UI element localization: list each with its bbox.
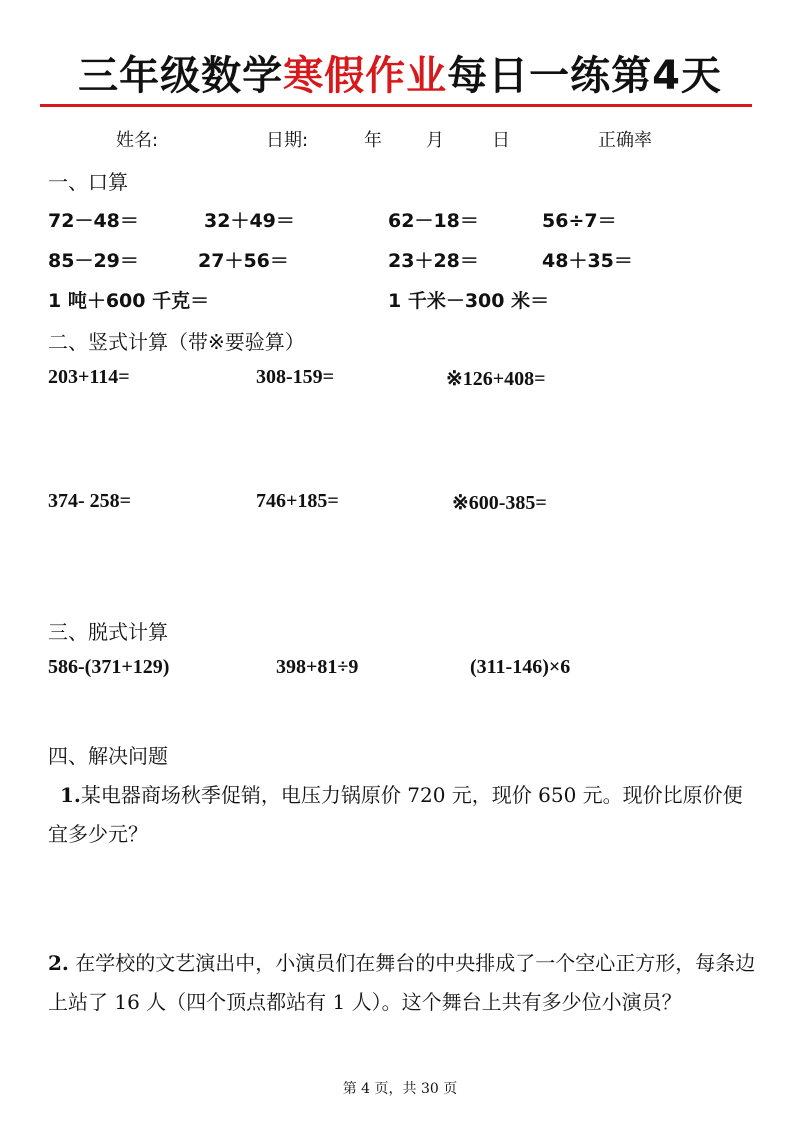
problem-number: 1. [60,783,81,807]
stepwise-problem: 398+81÷9 [276,656,359,678]
mental-problem: 32＋49＝ [204,210,295,232]
page-title [0,44,800,101]
mental-problem: 56÷7＝ [542,210,617,232]
mental-problem: 1 吨＋600 千克＝ [48,290,210,312]
mental-problem: 27＋56＝ [198,250,289,272]
title-part-1: 三年级数学 [78,53,284,99]
word-problem-1 [48,776,760,854]
month-label: 月 [426,130,444,151]
name-label: 姓名: [116,130,159,151]
mental-problem: 1 千米－300 米＝ [388,290,550,312]
vertical-problem: 746+185= [256,490,339,512]
vertical-problem: ※600-385= [452,492,547,514]
section-mental-math: 一、口算 [48,170,128,194]
mental-problem: 62－18＝ [388,210,479,232]
vertical-problem: 374- 258= [48,490,132,512]
mental-problem: 23＋28＝ [388,250,479,272]
vertical-problem: ※126+408= [446,368,546,390]
problem-text: 某电器商场秋季促销，电压力锅原价 720 元，现价 650 元。现价比原价便宜多少元？ [48,783,743,846]
vertical-problem: 203+114= [48,366,130,388]
year-label: 年 [364,130,382,151]
stepwise-problem: (311-146)×6 [470,656,571,678]
title-rule [40,104,752,107]
mental-problem: 85－29＝ [48,250,139,272]
section-stepwise-calc: 三、脱式计算 [48,620,168,644]
mental-problem: 72－48＝ [48,210,139,232]
mental-problem: 48＋35＝ [542,250,633,272]
stepwise-problem: 586-(371+129) [48,656,170,678]
accuracy-label: 正确率 [598,130,652,151]
vertical-problem: 308-159= [256,366,335,388]
word-problem-2 [48,944,760,1022]
title-part-3: 每日一练第4天 [447,53,722,99]
section-word-problems: 四、解决问题 [48,744,168,768]
problem-number: 2. [48,951,69,975]
title-part-2: 寒假作业 [283,53,448,99]
day-label: 日 [492,130,510,151]
date-label: 日期: [266,130,309,151]
problem-text: 在学校的文艺演出中，小演员们在舞台的中央排成了一个空心正方形，每条边上站了 16 人（四个顶点都站有 1 人）。这个舞台上共有多少位小演员？ [48,951,756,1014]
section-vertical-calc: 二、竖式计算（带※要验算） [48,330,305,354]
page-footer: 第 4 页，共 30 页 [342,1081,458,1097]
